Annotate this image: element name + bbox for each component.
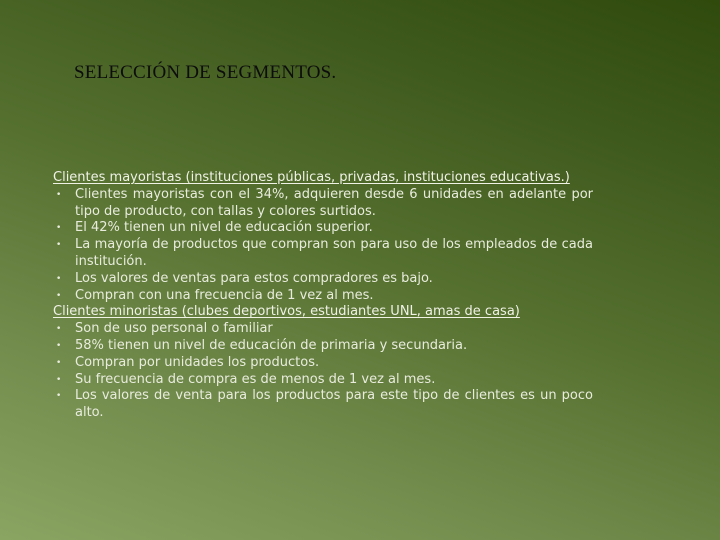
list-item-text: Los valores de ventas para estos compradores es bajo. <box>75 270 433 286</box>
section-heading-minoristas: Clientes minoristas (clubes deportivos, estudiantes UNL, amas de casa) <box>53 304 520 320</box>
bullet-icon: • <box>56 240 62 251</box>
list-item <box>53 220 593 237</box>
bullet-icon: • <box>56 223 62 234</box>
bullet-icon: • <box>56 357 62 368</box>
list-item-text: Compran con una frecuencia de 1 vez al mes. <box>75 287 374 303</box>
bullet-icon: • <box>56 273 62 284</box>
bullet-icon: • <box>56 374 62 385</box>
list-item <box>53 271 593 288</box>
list-item <box>53 187 593 221</box>
list-item-text: El 42% tienen un nivel de educación superior. <box>75 220 373 236</box>
slide-title: SELECCIÓN DE SEGMENTOS. <box>74 62 337 83</box>
list-item <box>53 355 593 372</box>
list-item-text: Los valores de venta para los productos para este tipo de clientes es un poco alto. <box>75 388 593 421</box>
list-item-text: La mayoría de productos que compran son para uso de los empleados de cada institución. <box>75 237 593 269</box>
list-item <box>53 288 593 305</box>
bullet-icon: • <box>56 290 62 301</box>
bullet-icon: • <box>56 324 62 335</box>
list-item-text: Compran por unidades los productos. <box>75 354 320 370</box>
list-item <box>53 321 593 338</box>
bullet-icon: • <box>56 391 62 402</box>
bullet-icon: • <box>56 340 62 351</box>
section-heading-mayoristas: Clientes mayoristas (instituciones públicas, privadas, instituciones educativas.) <box>53 170 570 185</box>
list-item <box>53 388 593 422</box>
slide-body <box>53 170 593 422</box>
list-item-text: Clientes mayoristas con el 34%, adquieren desde 6 unidades en adelante por tipo de producto, con tallas y colores surtidos. <box>75 186 593 219</box>
bullet-icon: • <box>56 189 62 200</box>
list-item <box>53 372 593 389</box>
list-item <box>53 338 593 355</box>
list-item <box>53 237 593 271</box>
list-item-text: 58% tienen un nivel de educación de primaria y secundaria. <box>75 337 468 353</box>
list-item-text: Son de uso personal o familiar <box>75 321 273 337</box>
list-item-text: Su frecuencia de compra es de menos de 1 vez al mes. <box>75 371 436 387</box>
